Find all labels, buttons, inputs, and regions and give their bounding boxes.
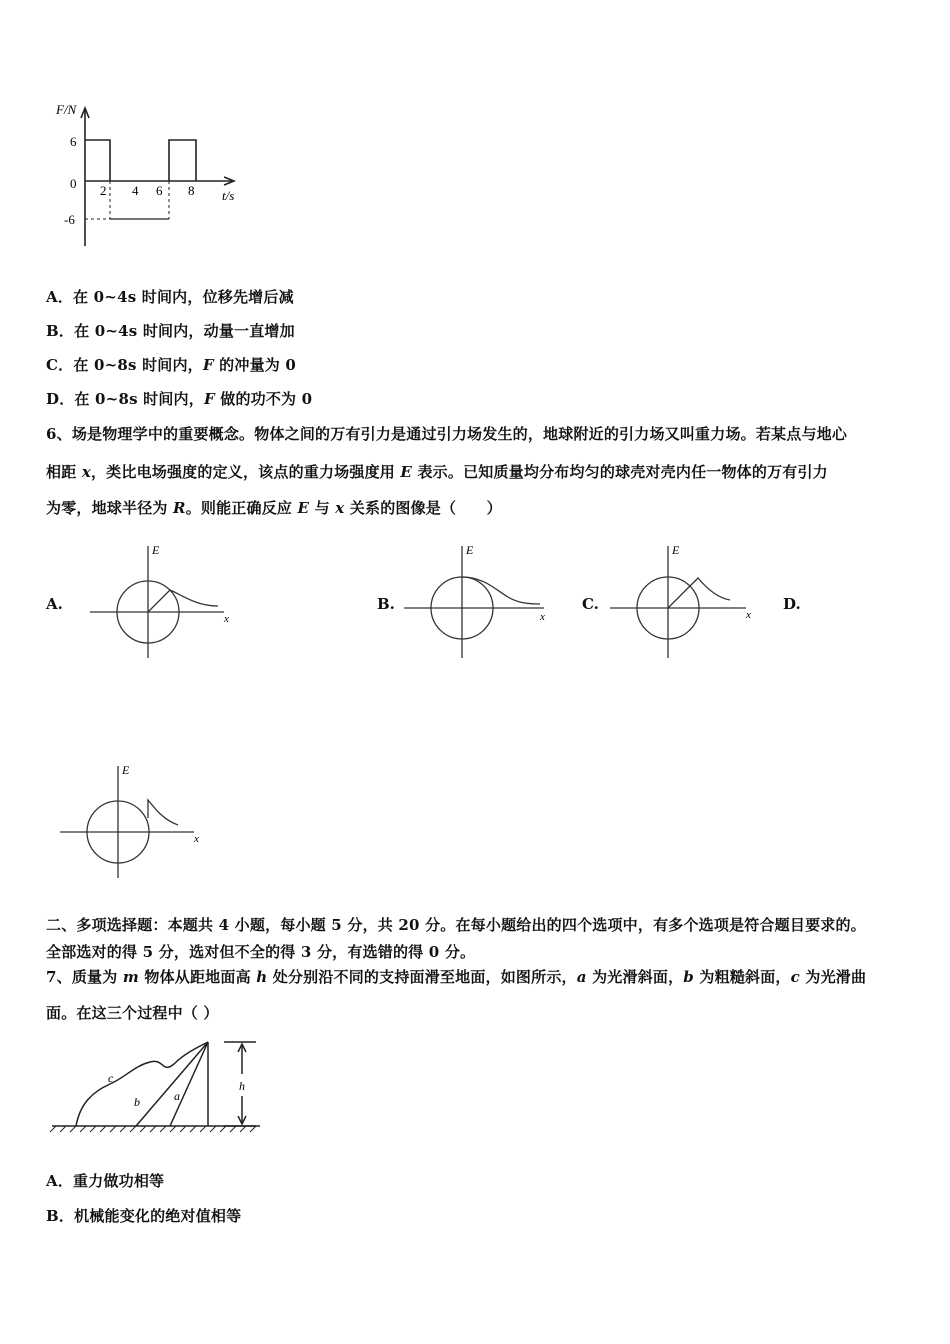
axis-E: E <box>466 543 474 557</box>
q5-option-c: C．在 0~8s 时间内，F 的冲量为 0 <box>46 356 297 374</box>
y-axis-label: F/N <box>56 102 77 117</box>
force-waveform-3 <box>169 140 196 181</box>
axis-E: E <box>672 543 680 557</box>
x-tick-6: 6 <box>156 183 163 198</box>
x-axis-label: t/s <box>222 188 235 203</box>
q5-option-d: D．在 0~8s 时间内，F 做的功不为 0 <box>46 390 313 408</box>
q5-option-b: B．在 0~4s 时间内，动量一直增加 <box>46 322 295 340</box>
q6-graph-b <box>400 540 556 662</box>
section2-line-2: 全部选对的得 5 分，选对但不全的得 3 分，有选错的得 0 分。 <box>46 943 476 961</box>
slope-b <box>136 1042 208 1126</box>
q6-graph-a <box>86 540 236 662</box>
q6-line-2: 相距 x，类比电场强度的定义，该点的重力场强度用 E 表示。已知质量均分布均匀的球壳对壳内任一物体的万有引力 <box>46 463 828 481</box>
axis-x: x <box>194 833 199 845</box>
slope-a <box>170 1042 208 1126</box>
q6-graph-d <box>56 760 212 882</box>
x-tick-8: 8 <box>188 183 195 198</box>
axis-E: E <box>122 763 130 777</box>
q6-option-d-label: D. <box>783 595 801 613</box>
axis-x: x <box>224 613 229 625</box>
q6-option-c-label: C. <box>582 595 599 613</box>
origin-label: 0 <box>70 176 77 191</box>
axis-x: x <box>540 611 545 623</box>
q6-option-a-label: A. <box>46 595 63 613</box>
y-tick-6: 6 <box>70 134 77 149</box>
q7-slopes-figure <box>46 1034 266 1142</box>
q7-option-b: B．机械能变化的绝对值相等 <box>46 1207 242 1225</box>
q6-graph-c <box>606 540 760 662</box>
q6-line-1: 6、场是物理学中的重要概念。物体之间的万有引力是通过引力场发生的，地球附近的引力场又叫重力场。若某点与地心 <box>46 425 848 443</box>
q7-option-a: A．重力做功相等 <box>46 1172 165 1190</box>
x-tick-2: 2 <box>100 183 107 198</box>
axis-E: E <box>152 543 160 557</box>
label-b: b <box>134 1095 140 1109</box>
y-tick-neg6: -6 <box>64 212 75 227</box>
section2-line-1: 二、多项选择题：本题共 4 小题，每小题 5 分，共 20 分。在每小题给出的四个选项中，有多个选项是符合题目要求的。 <box>46 916 866 934</box>
q6-line-3: 为零，地球半径为 R。则能正确反应 E 与 x 关系的图像是（ ） <box>46 499 502 517</box>
force-time-graph <box>50 96 250 256</box>
axis-x: x <box>746 609 751 621</box>
x-tick-4: 4 <box>132 183 139 198</box>
q7-line-2: 面。在这三个过程中（ ） <box>46 1004 219 1022</box>
q6-option-b-label: B. <box>377 595 395 613</box>
label-h: h <box>239 1079 245 1093</box>
q5-option-a: A．在 0~4s 时间内，位移先增后减 <box>46 288 294 306</box>
q7-line-1: 7、质量为 m 物体从距地面高 h 处分别沿不同的支持面滑至地面，如图所示，a 为光滑斜面，b 为粗糙斜面，c 为光滑曲 <box>46 968 867 986</box>
force-waveform-1 <box>85 140 110 181</box>
label-c: c <box>108 1071 114 1085</box>
label-a: a <box>174 1089 180 1103</box>
